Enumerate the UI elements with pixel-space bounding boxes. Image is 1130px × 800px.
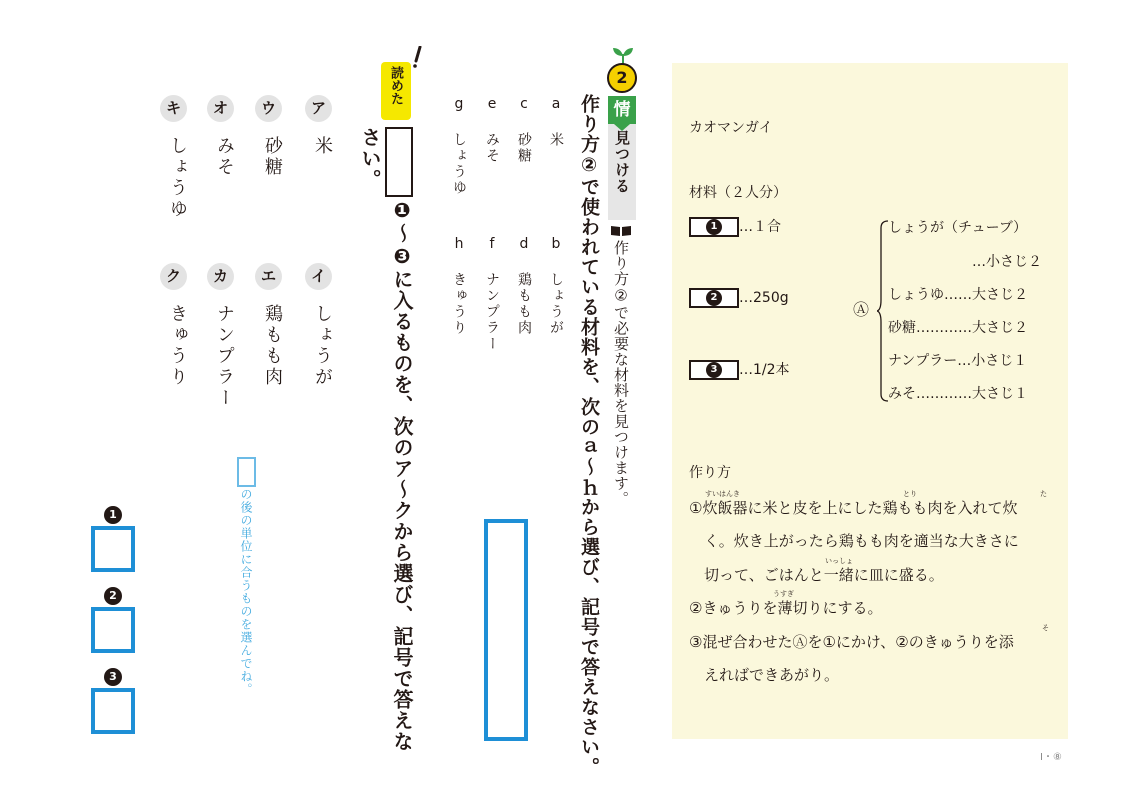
section-label-mitsukeru: 見つける [613, 130, 631, 194]
choice-kana-ki: キ [160, 95, 187, 122]
option-text: 鶏もも肉 [516, 272, 532, 336]
question1-text: 作り方②で使われている材料を、次のａ～ｈから選び、記号で答えなさい。 [578, 94, 600, 777]
question2-text-cont: さい。 [358, 127, 382, 190]
option-text: 砂糖 [516, 132, 532, 164]
answer-box-q1[interactable] [484, 519, 528, 741]
hint-text: の後の単位に合うものを選んでね。 [239, 488, 253, 696]
option-text: きゅうり [451, 272, 467, 336]
material-amount-1: …１合 [739, 219, 781, 235]
option-c [514, 96, 534, 164]
material-amount-2: …250g [739, 290, 789, 306]
answer-box-2[interactable] [91, 607, 135, 653]
option-g [449, 96, 469, 196]
step-line-5: ③混ぜ合わせたⒶを①にかけ、②のきゅうりを添 [689, 633, 1014, 651]
question2-text: ❶～❸に入るものを、次のア～クから選び、記号で答えな [390, 198, 414, 752]
option-d [514, 236, 534, 336]
step-line-1: ①炊飯器に米と皮を上にした鶏もも肉を入れて炊 [689, 499, 1018, 517]
choice-kana-ku: ク [160, 263, 187, 290]
option-letter: b [548, 236, 564, 254]
option-text: 米 [548, 132, 564, 148]
book-icon [610, 225, 632, 237]
ruby-suihanki: すいはんき [705, 490, 740, 498]
choice-text-u: 砂糖 [262, 136, 283, 178]
choice-kana-e: エ [255, 263, 282, 290]
page-number: I・⑧ [1040, 752, 1062, 763]
choice-kana-ka: カ [207, 263, 234, 290]
answer-number-2: 2 [104, 587, 122, 605]
option-letter: g [451, 96, 467, 114]
choice-kana-o: オ [207, 95, 234, 122]
answer-number-1: 1 [104, 506, 122, 524]
materials-heading: 材料（２人分） [689, 185, 787, 201]
section-number-badge: 2 [607, 63, 637, 93]
option-f [482, 236, 502, 352]
choice-text-i: しょうが [312, 304, 333, 388]
steps-heading: 作り方 [689, 465, 731, 481]
sauce-line-3: しょうゆ……大さじ２ [888, 287, 1028, 303]
option-text: みそ [484, 132, 500, 164]
ruby-issho: いっしょ [825, 557, 853, 565]
choice-kana-u: ウ [255, 95, 282, 122]
choice-text-ka: ナンプラー [214, 304, 235, 409]
option-a [546, 96, 566, 148]
step-line-6: えればできあがり。 [704, 666, 840, 684]
step-line-2: く。炊き上がったら鶏もも肉を適当な大きさに [704, 532, 1019, 550]
step-line-4: ②きゅうりを薄切りにする。 [689, 599, 883, 617]
sauce-line-2: …小さじ２ [972, 254, 1042, 270]
choice-text-e: 鶏もも肉 [262, 304, 283, 388]
option-e [482, 96, 502, 164]
ruby-tori: とり [903, 490, 917, 498]
option-b [546, 236, 566, 336]
answer-box-1[interactable] [91, 526, 135, 572]
material-number-3: 3 [706, 362, 722, 378]
material-amount-3: …1/2本 [739, 362, 790, 378]
choice-text-ku: きゅうり [167, 304, 188, 388]
exclamation-icon [412, 46, 424, 68]
section-instruction: 作り方②で必要な材料を見つけます。 [612, 240, 630, 507]
sauce-line-5: ナンプラー…小さじ１ [888, 353, 1028, 369]
answer-number-3: 3 [104, 668, 122, 686]
choice-text-o: みそ [214, 136, 235, 178]
step-line-3: 切って、ごはんと一緒に皿に盛る。 [704, 566, 944, 584]
option-letter: h [451, 236, 467, 254]
option-text: しょうが [548, 272, 564, 336]
yometa-badge-text: 読めた [388, 66, 403, 105]
sauce-line-6: みそ…………大さじ１ [888, 386, 1028, 402]
choice-kana-i: イ [305, 263, 332, 290]
recipe-title: カオマンガイ [689, 120, 773, 136]
option-text: しょうゆ [451, 132, 467, 196]
option-letter: a [548, 96, 564, 114]
section-label-jo: 情 [608, 96, 636, 124]
option-text: ナンプラー [484, 272, 500, 352]
choice-text-ki: しょうゆ [167, 136, 188, 220]
option-letter: f [484, 236, 500, 254]
choice-text-a: 米 [312, 136, 333, 157]
material-number-1: 1 [706, 219, 722, 235]
choice-kana-a: ア [305, 95, 332, 122]
ruby-soeru: そ [1042, 624, 1049, 632]
material-number-2: 2 [706, 290, 722, 306]
answer-box-3[interactable] [91, 688, 135, 734]
sauce-line-4: 砂糖…………大さじ２ [888, 320, 1028, 336]
sauce-marker: Ⓐ [853, 300, 870, 319]
sauce-brace [877, 220, 889, 402]
question2-blank-box [385, 127, 413, 197]
option-letter: e [484, 96, 500, 114]
option-letter: c [516, 96, 532, 114]
sauce-line-1: しょうが（チューブ） [888, 220, 1028, 236]
ruby-taku: た [1040, 490, 1047, 498]
option-h [449, 236, 469, 336]
option-letter: d [516, 236, 532, 254]
ruby-usugiri: うすぎ [773, 590, 794, 598]
hint-blank-box [237, 457, 256, 487]
